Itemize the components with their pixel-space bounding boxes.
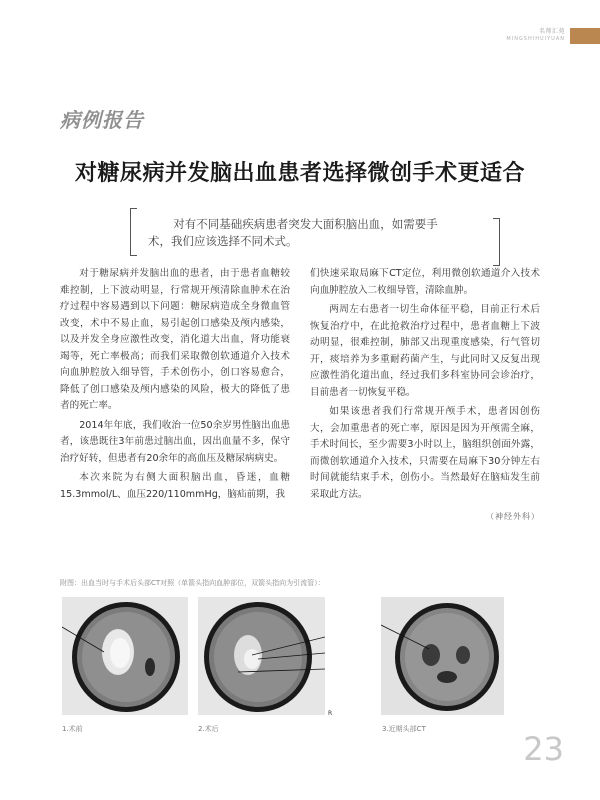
lead-quote-box (130, 208, 500, 266)
ct-scan-recent-image (381, 597, 504, 715)
quote-bracket-right (493, 218, 500, 266)
left-column (60, 266, 290, 506)
figure-caption: 附图：出血当时与手术后头部CT对照（单箭头指向血肿部位，双箭头指向为引流管）： (60, 579, 325, 587)
image-label-preop: 1.术前 (62, 725, 83, 733)
journal-pinyin: MINGSHIHUIYUAN (506, 36, 565, 42)
ct-scan-postop-image (198, 597, 325, 715)
journal-name: 名师汇苑 (538, 28, 565, 35)
department-source: （神经外科） (486, 512, 540, 521)
section-title: 病例报告 (60, 108, 144, 132)
page-number: 23 (523, 730, 564, 768)
article-title: 对糖尿病并发脑出血患者选择微创手术更适合 (74, 160, 525, 186)
image-label-recent: 3.近期头部CT (382, 725, 426, 733)
accent-bar (570, 28, 600, 44)
lead-quote: 对有不同基础疾病患者突发大面积脑出血，如需要手术，我们应该选择不同术式。 (148, 217, 438, 248)
image-marker: R (328, 710, 333, 717)
paragraph: 对于糖尿病并发脑出血的患者，由于患者血糖较难控制，上下波动明显，行常规开颅清除血肿术在治疗过程中容易遇到以下问题：糖尿病造成全身微血管改变，术中不易止血，易引起创口感染及颅内感染，以及并发全身应激性改变，消化道大出血，肾功能衰竭等，死亡率极高；而我们采取微创软通道介入技术向血肿腔放入细导管，手术创伤小，创口容易愈合，降低了创口感染及颅内感染的风险，极大的降低了患者的死亡率。 (60, 268, 290, 411)
paragraph: 如果该患者我们行常规开颅手术，患者因创伤大，会加重患者的死亡率，原因是因为开颅需全麻，手术时间长，至少需要3小时以上，脑组织创面外露，而微创软通道介入技术，只需要在局麻下30分钟左右时间就能结束手术，创伤小。当然最好在脑疝发生前采取此方法。 (310, 406, 540, 500)
image-label-postop: 2.术后 (198, 725, 219, 733)
paragraph: 两周左右患者一切生命体征平稳，目前正行术后恢复治疗中，在此抢救治疗过程中，患者血糖上下波动明显，很难控制，肺部又出现重度感染，行气管切开，痰培养为多重耐药菌产生，与此同时又反复出现应激性消化道出血，经过我们多科室协同会诊治疗，目前患者一切恢复平稳。 (310, 304, 540, 398)
paragraph: 本次来院为右侧大面积脑出血，昏迷，血糖15.3mmol/L、血压220/110mmHg，脑疝前期，我 (60, 472, 290, 500)
paragraph: 们快速采取局麻下CT定位，利用微创软通道介入技术向血肿腔放入二枚细导管，清除血肿。 (310, 268, 540, 296)
ct-scan-preop-image (62, 597, 188, 715)
right-column (310, 266, 540, 526)
quote-bracket-left (130, 208, 137, 256)
header-text (506, 26, 565, 42)
paragraph: 2014年年底，我们收治一位50余岁男性脑出血患者，该患既往3年前患过脑出血，因出血量不多，保守治疗好转，但患者有20余年的高血压及糖尿病病史。 (60, 419, 290, 464)
